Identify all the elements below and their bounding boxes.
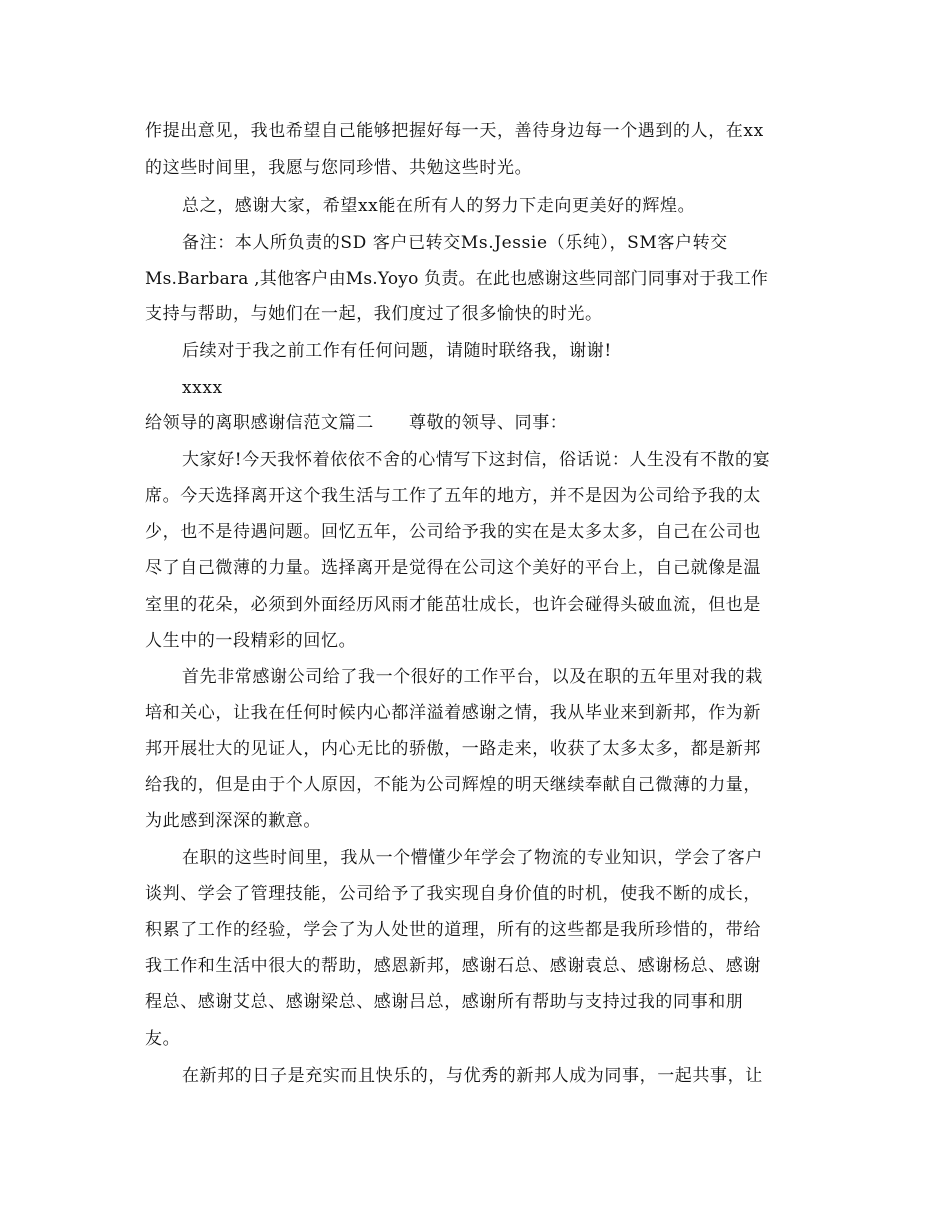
text-line: 程总、感谢艾总、感谢梁总、感谢吕总，感谢所有帮助与支持过我的同事和朋: [145, 992, 744, 1012]
text-line: 在职的这些时间里，我从一个懵懂少年学会了物流的专业知识，学会了客户: [182, 848, 763, 868]
text-line: 备注：本人所负责的SD 客户已转交Ms.Jessie（乐纯），SM客户转交: [182, 233, 728, 253]
text-line: 室里的花朵，必须到外面经历风雨才能茁壮成长，也许会碰得头破血流，但也是: [145, 595, 761, 615]
text-line: 友。: [145, 1029, 181, 1049]
text-line: 尽了自己微薄的力量。选择离开是觉得在公司这个美好的平台上，自己就像是温: [145, 558, 761, 578]
text-line: 培和关心，让我在任何时候内心都洋溢着感谢之情，我从毕业来到新邦，作为新: [145, 703, 761, 723]
text-line: 大家好!今天我怀着依依不舍的心情写下这封信，俗话说：人生没有不散的宴: [182, 450, 771, 470]
text-line: 的这些时间里，我愿与您同珍惜、共勉这些时光。: [145, 158, 533, 178]
text-line: 在新邦的日子是充实而且快乐的，与优秀的新邦人成为同事，一起共事，让: [182, 1066, 763, 1086]
text-line: 积累了工作的经验，学会了为人处世的道理，所有的这些都是我所珍惜的，带给: [145, 920, 761, 940]
text-line: Ms.Barbara ,其他客户由Ms.Yoyo 负责。在此也感谢这些同部门同事对于我工作: [145, 269, 769, 289]
text-line: 首先非常感谢公司给了我一个很好的工作平台，以及在职的五年里对我的栽: [182, 667, 763, 687]
text-line: 席。今天选择离开这个我生活与工作了五年的地方，并不是因为公司给予我的太: [145, 486, 761, 506]
text-line: 谈判、学会了管理技能，公司给予了我实现自身价值的时机，使我不断的成长，: [145, 884, 761, 904]
text-line: 给我的，但是由于个人原因，不能为公司辉煌的明天继续奉献自己微薄的力量，: [145, 775, 761, 795]
text-line: 为此感到深深的歉意。: [145, 811, 321, 831]
text-line: 作提出意见，我也希望自己能够把握好每一天，善待身边每一个遇到的人，在xx: [145, 121, 764, 141]
text-line: 少，也不是待遇问题。回忆五年，公司给予我的实在是太多太多，自己在公司也: [145, 522, 761, 542]
text-line: 总之，感谢大家，希望xx能在所有人的努力下走向更美好的辉煌。: [182, 196, 696, 216]
text-line: 支持与帮助，与她们在一起，我们度过了很多愉快的时光。: [145, 304, 603, 324]
text-line: 我工作和生活中很大的帮助，感恩新邦，感谢石总、感谢袁总、感谢杨总、感谢: [145, 956, 761, 976]
text-line: 邦开展壮大的见证人，内心无比的骄傲，一路走来，收获了太多太多，都是新邦: [145, 739, 761, 759]
text-line: 后续对于我之前工作有任何问题，请随时联络我，谢谢!: [182, 341, 612, 361]
text-line: 人生中的一段精彩的回忆。: [145, 631, 357, 651]
section-heading: 给领导的离职感谢信范文篇二 尊敬的领导、同事：: [145, 413, 568, 433]
text-line: xxxx: [182, 378, 223, 398]
